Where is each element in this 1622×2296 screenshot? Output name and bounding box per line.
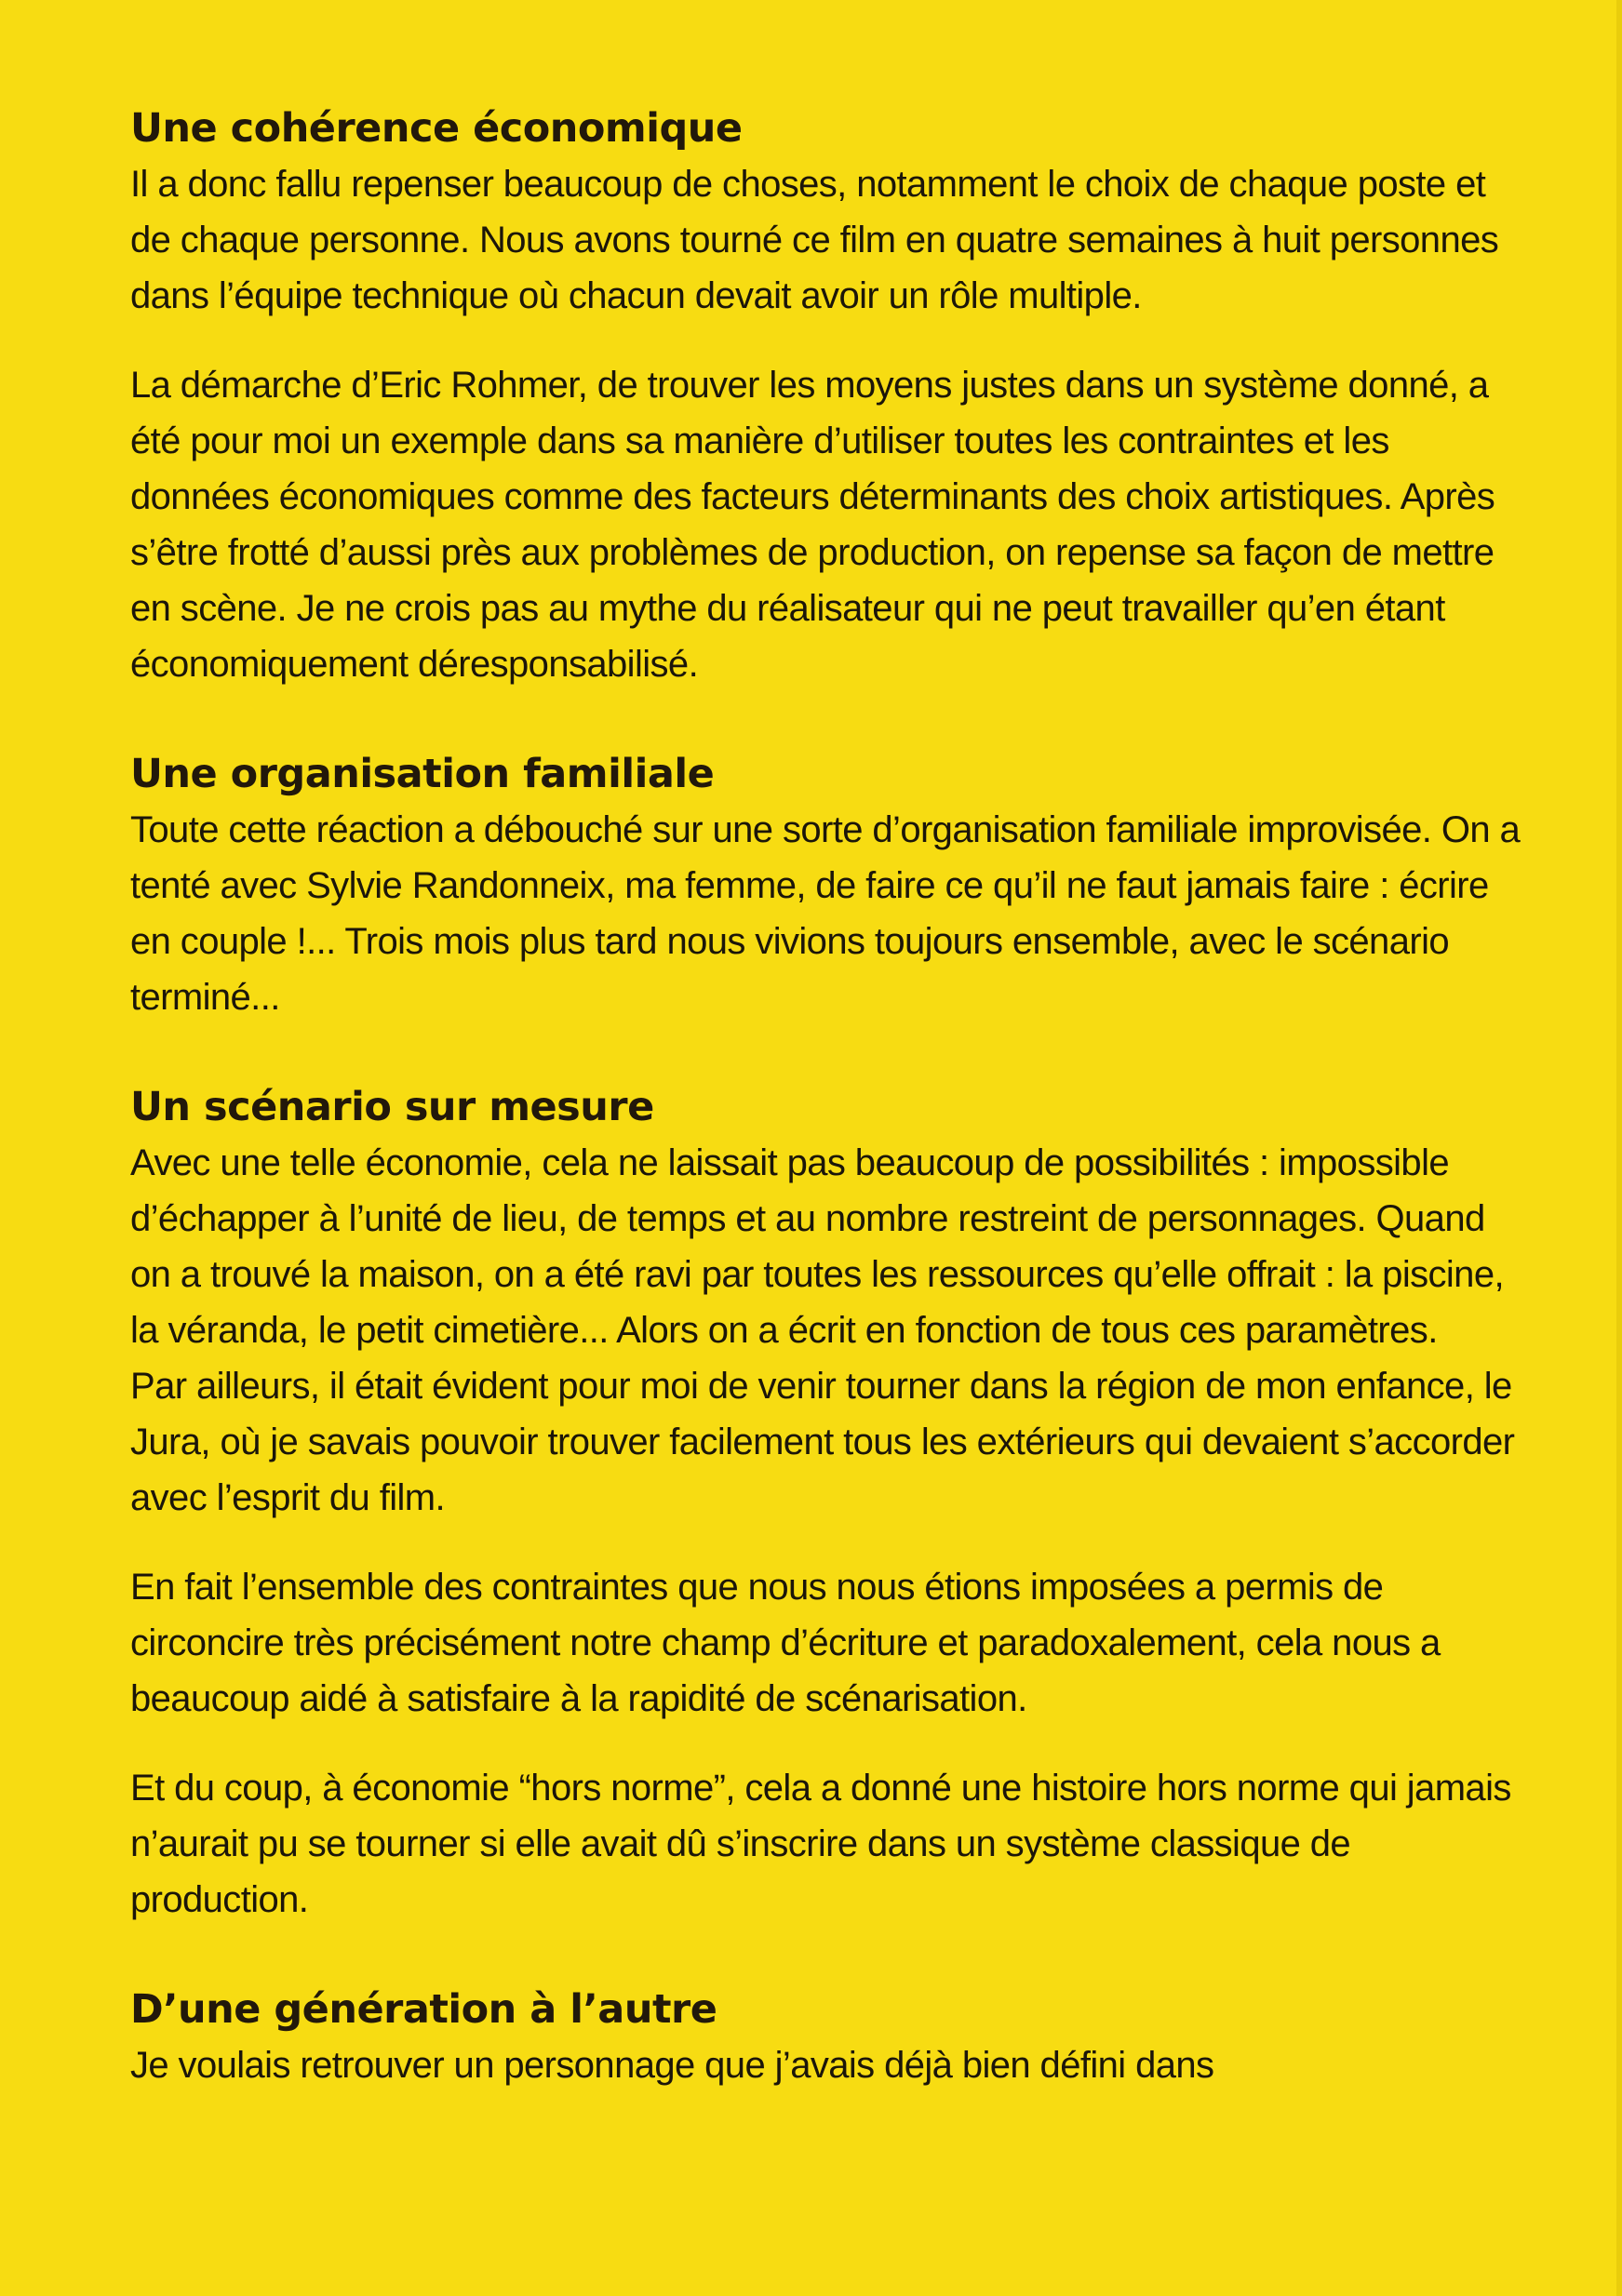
section-heading-coherence-economique: Une cohérence économique: [130, 105, 743, 152]
paragraph: Toute cette réaction a débouché sur une sorte d’organisation familiale improvisée. On a tenté avec Sylvie Randonneix, ma femme, de faire ce qu’il ne faut jamais faire : écrire en couple !... Trois mois plus tard nous vivions toujours ensemble, avec le scénario terminé...: [130, 809, 1521, 1018]
section-heading-scenario-sur-mesure: Un scénario sur mesure: [130, 1084, 654, 1130]
paragraph: Je voulais retrouver un personnage que j’avais déjà bien défini dans: [130, 2045, 1214, 2086]
article-body: [130, 100, 1526, 2127]
section-heading-generation: D’une génération à l’autre: [130, 1986, 717, 2033]
paragraph: La démarche d’Eric Rohmer, de trouver les moyens justes dans un système donné, a été pour moi un exemple dans sa manière d’utiliser toutes les contraintes et les données économiques comme des facteurs déterminants des choix artistiques. Après s’être frotté d’aussi près aux problèmes de production, on repense sa façon de mettre en scène. Je ne crois pas au mythe du réalisateur qui ne peut travailler qu’en étant économiquement déresponsabilisé.: [130, 365, 1495, 685]
page-edge: [1616, 0, 1622, 2296]
paragraph: Par ailleurs, il était évident pour moi de venir tourner dans la région de mon enfance, le Jura, où je savais pouvoir trouver facilement tous les extérieurs qui devaient s’accorder avec l’esprit du film.: [130, 1366, 1515, 1518]
paragraph: Il a donc fallu repenser beaucoup de choses, notamment le choix de chaque poste et de chaque personne. Nous avons tourné ce film en quatre semaines à huit personnes dans l’équipe technique où chacun devait avoir un rôle multiple.: [130, 164, 1499, 316]
section-heading-organisation-familiale: Une organisation familiale: [130, 751, 715, 797]
paragraph: Et du coup, à économie “hors norme”, cela a donné une histoire hors norme qui jamais n’aurait pu se tourner si elle avait dû s’inscrire dans un système classique de production.: [130, 1768, 1511, 1920]
paragraph: Avec une telle économie, cela ne laissait pas beaucoup de possibilités : impossible d’échapper à l’unité de lieu, de temps et au nombre restreint de personnages. Quand on a trouvé la maison, on a été ravi par toutes les ressources qu’elle offrait : la piscine, la véranda, le petit cimetière... Alors on a écrit en fonction de tous ces paramètres.: [130, 1142, 1504, 1351]
paragraph: En fait l’ensemble des contraintes que nous nous étions imposées a permis de circoncire très précisément notre champ d’écriture et paradoxalement, cela nous a beaucoup aidé à satisfaire à la rapidité de scénarisation.: [130, 1567, 1441, 1719]
